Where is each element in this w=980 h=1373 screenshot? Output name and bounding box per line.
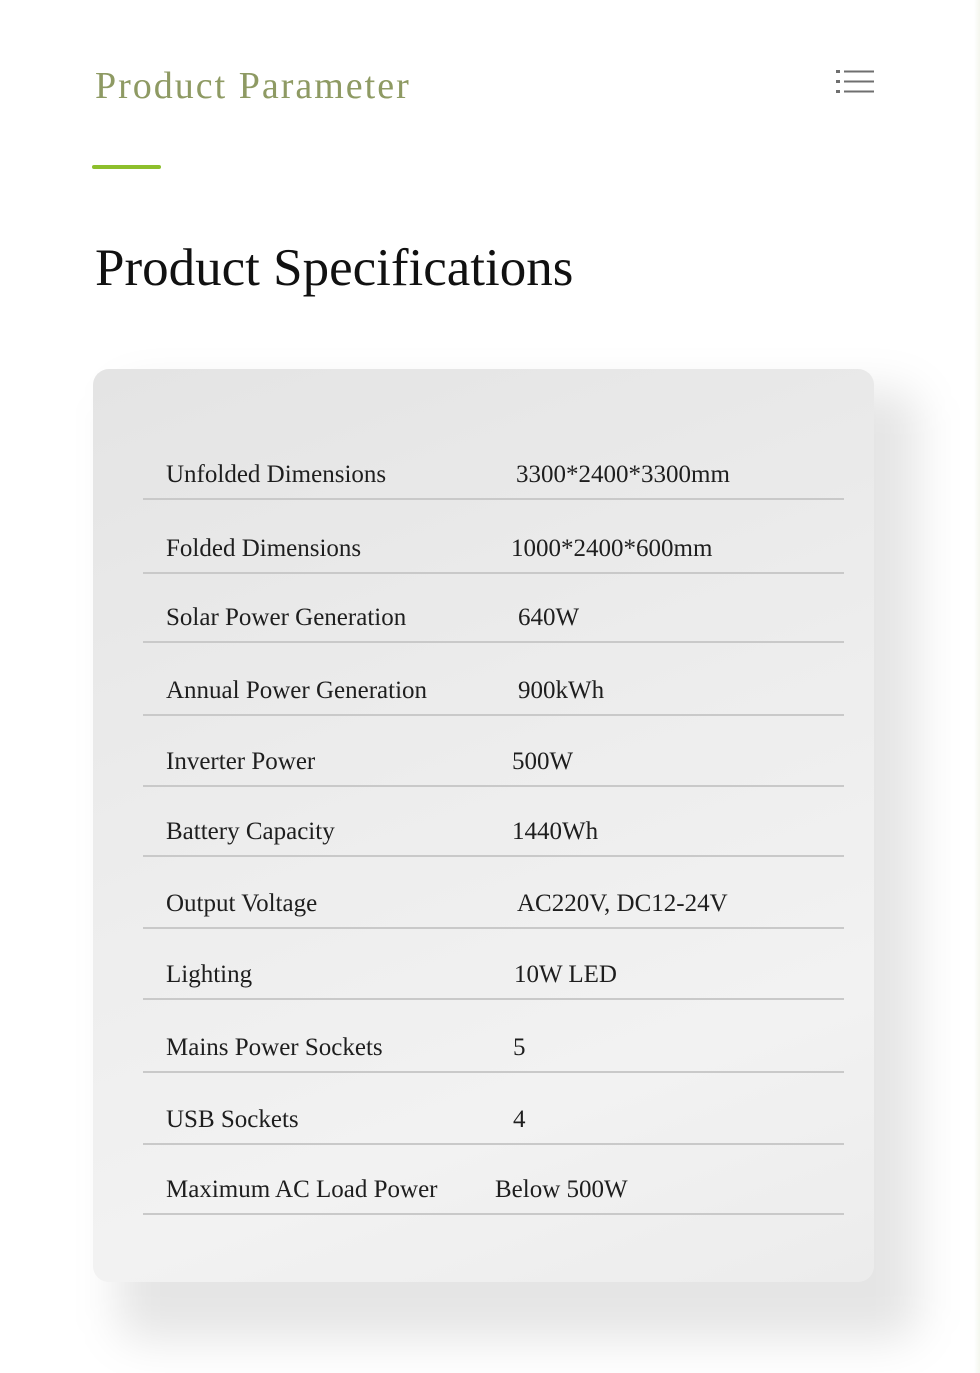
list-menu-icon[interactable] <box>836 69 874 95</box>
spec-value: 1000*2400*600mm <box>511 535 713 562</box>
specifications-card <box>93 369 874 1282</box>
spec-label: Solar Power Generation <box>166 604 407 631</box>
spec-value: 1440Wh <box>512 818 599 845</box>
spec-label: Battery Capacity <box>166 818 335 845</box>
spec-row <box>143 1153 844 1215</box>
spec-value: 640W <box>518 604 580 631</box>
spec-row <box>143 1083 844 1145</box>
spec-row <box>143 581 844 643</box>
spec-value: 5 <box>513 1034 526 1061</box>
spec-label: Mains Power Sockets <box>166 1034 383 1061</box>
spec-label: Annual Power Generation <box>166 677 428 704</box>
spec-value: 3300*2400*3300mm <box>516 461 730 488</box>
spec-value: Below 500W <box>495 1176 628 1203</box>
spec-label: Output Voltage <box>166 890 318 917</box>
spec-value: 10W LED <box>514 961 617 988</box>
section-label: Product Parameter <box>95 65 411 107</box>
spec-label: Lighting <box>166 961 253 988</box>
page-title: Product Specifications <box>95 239 574 297</box>
spec-value: 500W <box>512 748 574 775</box>
spec-label: USB Sockets <box>166 1106 299 1133</box>
spec-row <box>143 867 844 929</box>
spec-label: Folded Dimensions <box>166 535 362 562</box>
spec-value: AC220V, DC12-24V <box>517 890 728 917</box>
spec-value: 4 <box>513 1106 526 1133</box>
spec-row <box>143 795 844 857</box>
page-edge-strip <box>974 0 980 1373</box>
spec-row <box>143 438 844 500</box>
spec-row <box>143 654 844 716</box>
accent-divider <box>92 165 161 169</box>
spec-label: Maximum AC Load Power <box>166 1176 438 1203</box>
spec-label: Inverter Power <box>166 748 316 775</box>
spec-row <box>143 512 844 574</box>
spec-row <box>143 725 844 787</box>
spec-value: 900kWh <box>518 677 605 704</box>
spec-label: Unfolded Dimensions <box>166 461 387 488</box>
spec-row <box>143 938 844 1000</box>
spec-row <box>143 1011 844 1073</box>
